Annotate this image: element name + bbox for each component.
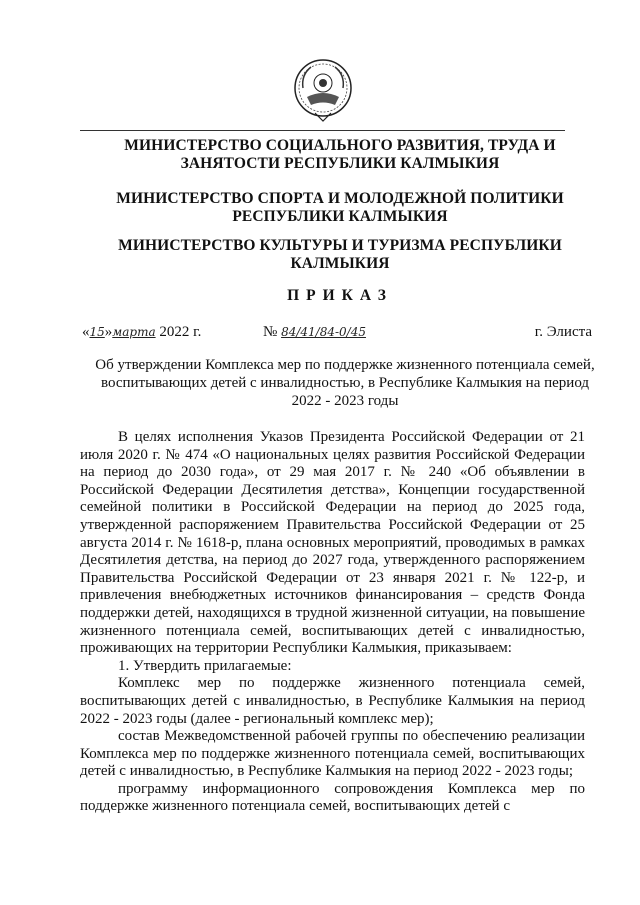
body-paragraph: В целях исполнения Указов Президента Российской Федерации от 21 июля 2020 г. № 474 «О национальных целях развития Российской Федерации на период до 2030 года», от 29 мая 2017 г. № 240 «Об объявлении в Российской Федерации Десятилетия детства», Концепции государственной семейной политики в Российской Федерации на период до 2025 года, утвержденной распоряжением Правительства Российской Федерации от 25 августа 2014 г. № 1618-р, плана основных мероприятий, проводимых в рамках Десятилетия детства, на период до 2027 года, утвержденного распоряжением Правительства Российской Федерации от 23 января 2021 г. № 122-р, и привлечения внебюджетных источников финансирования – средств Фонда поддержки детей, находящихся в трудной жизненной ситуации, на повышение жизненного потенциала семей, воспитывающих детей с инвалидностью, проживающих на территории Республики Калмыкия, приказываем: <box>80 429 585 657</box>
document-type-title: ПРИКАЗ <box>287 287 393 304</box>
state-emblem-icon <box>293 55 353 125</box>
date-month: марта <box>112 325 156 339</box>
body-paragraph: Комплекс мер по поддержке жизненного потенциала семей, воспитывающих детей с инвалидностью, в Республике Калмыкия на период 2022 - 2023 годы (далее - региональный комплекс мер); <box>80 675 585 727</box>
body-paragraph: программу информационного сопровождения Комплекса мер по поддержке жизненного потенциала семей, воспитывающих детей с <box>80 780 585 815</box>
date-quote-open: « <box>82 324 90 340</box>
order-number <box>263 323 366 341</box>
order-body <box>80 429 585 816</box>
order-city: г. Элиста <box>534 324 592 340</box>
ministry-social-development: МИНИСТЕРСТВО СОЦИАЛЬНОГО РАЗВИТИЯ, ТРУДА И ЗАНЯТОСТИ РЕСПУБЛИКИ КАЛМЫКИЯ <box>124 137 556 172</box>
body-paragraph: состав Межведомственной рабочей группы по обеспечению реализации Комплекса мер по поддержке жизненного потенциала семей, воспитывающих детей с инвалидностью, в Республике Калмыкия на период 2022 - 2023 годы; <box>80 728 585 780</box>
date-year: 2022 г. <box>159 324 202 340</box>
ministry-culture-tourism: МИНИСТЕРСТВО КУЛЬТУРЫ И ТУРИЗМА РЕСПУБЛИКИ КАЛМЫКИЯ <box>118 237 562 272</box>
order-date: «15»марта 2022 г. <box>82 324 202 340</box>
number-value: 84/41/84-0/45 <box>281 325 366 339</box>
date-day: 15 <box>89 325 105 339</box>
header-divider <box>80 130 565 131</box>
body-paragraph: 1. Утвердить прилагаемые: <box>118 657 292 674</box>
number-prefix: № <box>263 324 278 340</box>
ministry-sport-youth: МИНИСТЕРСТВО СПОРТА И МОЛОДЕЖНОЙ ПОЛИТИКИ РЕСПУБЛИКИ КАЛМЫКИЯ <box>116 190 564 225</box>
order-subject: Об утверждении Комплекса мер по поддержке жизненного потенциала семей, воспитывающих детей с инвалидностью, в Республике Калмыкия на период 2022 - 2023 годы <box>95 357 595 409</box>
